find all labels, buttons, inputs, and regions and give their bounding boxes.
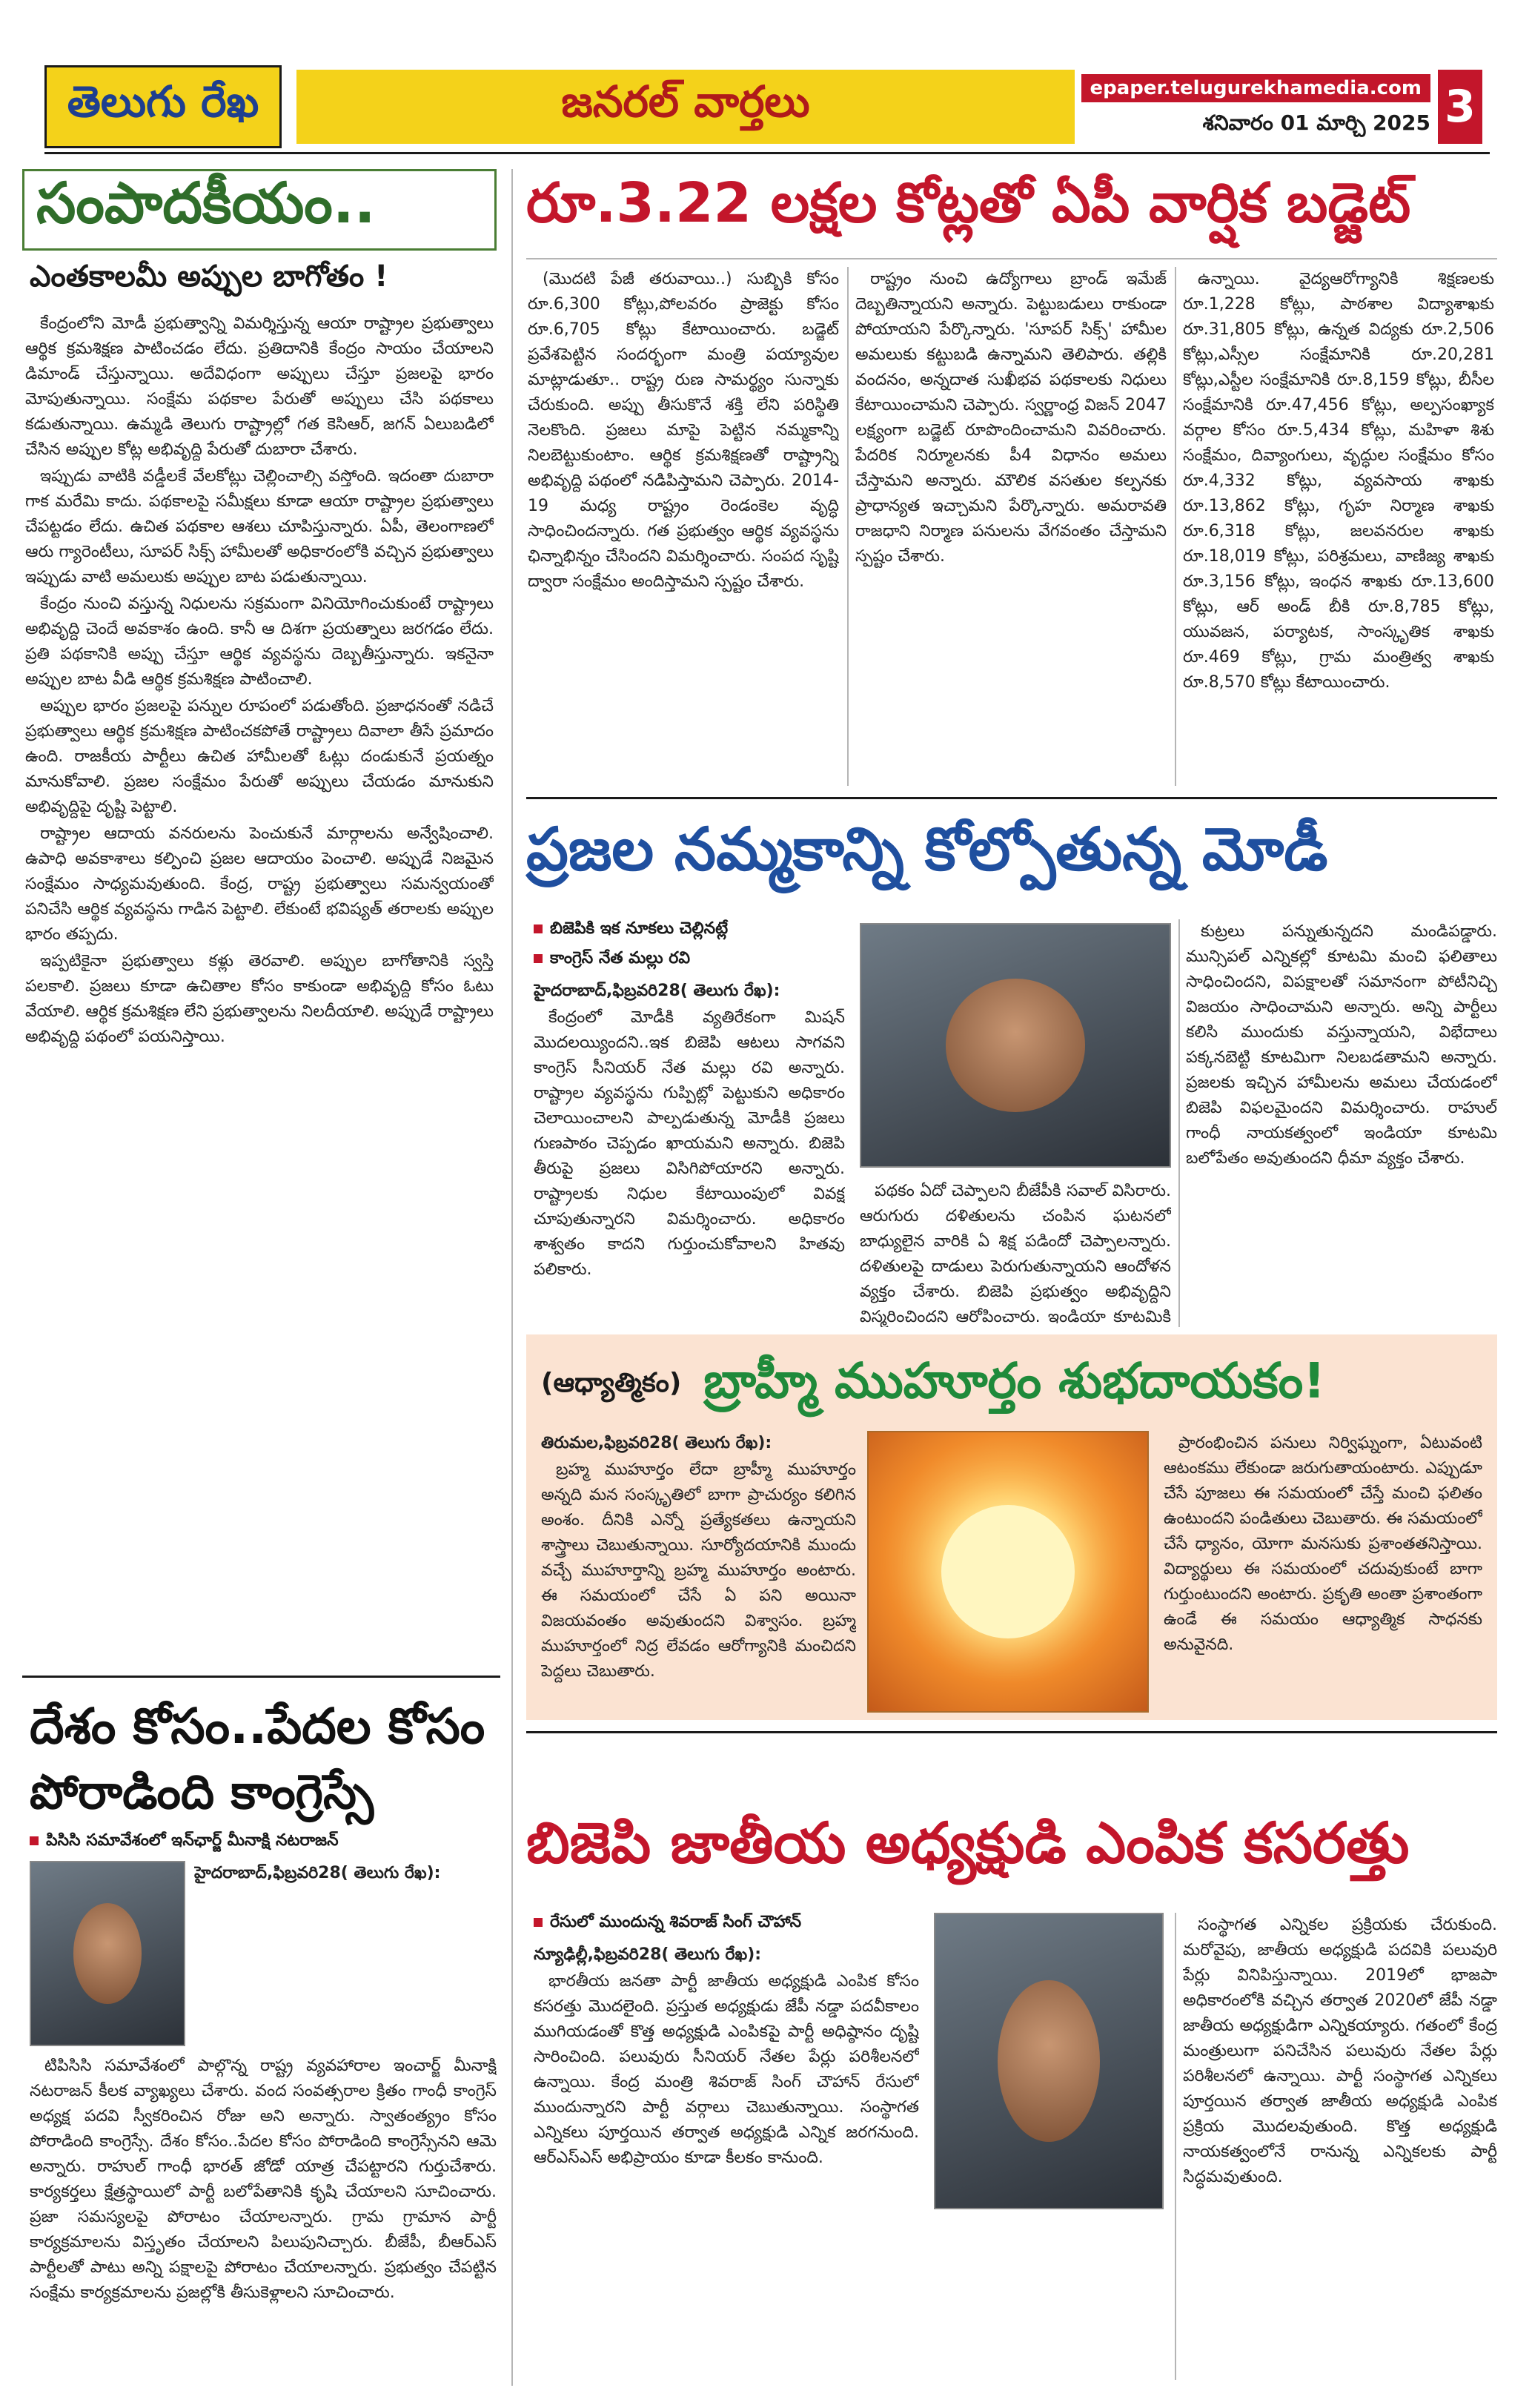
brahma-col2-text: ప్రారంభించిన పనులు నిర్విఘ్నంగా, ఏటువంటి ఆటంకము లేకుండా జరుగుతాయంటారు. ఎప్పుడూ చేసే పూజలు ఈ సమయంలో చేస్తే మంచి ఫలితం ఉంటుందని పండితులు చెబుతారు. ఈ సమయంలో చేసే ధ్యానం, యోగా మనసుకు ప్రశాంతతనిస్తాయి. విద్యార్థులు ఈ సమయంలో చదువుకుంటే బాగా గుర్తుంటుందని అంటారు. ప్రకృతి అంతా ప్రశాంతంగా ఉండే ఈ సమయం ఆధ్యాత్మిక సాధనకు అనువైనది. (1164, 1434, 1482, 1654)
person-portrait-icon (946, 979, 1084, 1111)
bullet-icon (30, 1836, 39, 1845)
modi-column-2 (1186, 919, 1497, 1327)
congress-headline-line2: పోరాడింది కాంగ్రెస్సే (30, 1765, 374, 1820)
bjp-column-1 (534, 1942, 919, 2380)
meditation-illustration (867, 1431, 1149, 1713)
masthead-info (1090, 70, 1430, 144)
bjp-col2-text: సంస్థాగత ఎన్నికల ప్రక్రియకు చేరుకుంది. మరోవైపు, జాతీయ అధ్యక్షుడి పదవికి పలువురి పేర్లు వినిపిస్తున్నాయి. 2019లో భాజపా అధికారంలోకి వచ్చిన తర్వాత 2020లో జేపీ నడ్డా జాతీయ అధ్యక్షుడిగా ఎన్నికయ్యారు. గతంలో కేంద్ర మంత్రులుగా పనిచేసిన పలువురు నేతల పేర్లు పరిశీలనలో ఉన్నాయి. పార్టీ సంస్థాగత ఎన్నికలు పూర్తయిన తర్వాత జాతీయ అధ్యక్షుడి ఎంపిక ప్రక్రియ మొదలవుతుంది. కొత్త అధ్యక్షుడి నాయకత్వంలోనే రానున్న ఎన్నికలకు పార్టీ సిద్ధమవుతుంది. (1183, 1916, 1497, 2186)
bjp-byline-text: రేసులో ముందున్న శివరాజ్ సింగ్ చౌహాన్ (550, 1913, 802, 1931)
modi-byline-1-text: బిజెపికి ఇక నూకలు చెల్లినట్లే (550, 919, 729, 938)
congress-headline-line1: దేశం కోసం..పేదల కోసం (30, 1698, 485, 1755)
story-separator (526, 1731, 1497, 1733)
brahma-col1-text: బ్రహ్మ ముహూర్తం లేదా బ్రాహ్మీ ముహూర్తం అన్నది మన సంస్కృతిలో బాగా ప్రాచుర్యం కలిగిన అంశం. దీనికి ఎన్నో ప్రత్యేకతలు ఉన్నాయని శాస్త్రాలు చెబుతున్నాయి. సూర్యోదయానికి ముందు వచ్చే ముహూర్తాన్ని బ్రహ్మ ముహూర్తం అంటారు. ఈ సమయంలో చేసే ఏ పని అయినా విజయవంతం అవుతుందని విశ్వాసం. బ్రహ్మ ముహూర్తంలో నిద్ర లేవడం ఆరోగ్యానికి మంచిదని పెద్దలు చెబుతారు. (541, 1461, 856, 1681)
bjp-byline (534, 1913, 919, 1935)
bjp-dateline: న్యూఢిల్లీ,ఫిబ్రవరి28( తెలుగు రేఖ): (534, 1945, 762, 1964)
person-portrait-icon (73, 1903, 142, 2003)
editorial-section-label: సంపాదకీయం.. (22, 169, 497, 251)
budget-headline: రూ.3.22 లక్షల కోట్లతో ఏపీ వార్షిక బడ్జెట్ (526, 171, 1411, 235)
person-portrait-icon (998, 1980, 1100, 2142)
congress-body (30, 2054, 497, 2380)
modi-column-3 (860, 1179, 1171, 1327)
bullet-icon (534, 1918, 543, 1927)
congress-byline (30, 1831, 497, 1853)
editorial-headline: ఎంతకాలమీ అప్పుల బాగోతం ! (30, 259, 388, 294)
editorial-paragraph: కేంద్రం నుంచి వస్తున్న నిధులను సక్రమంగా వినియోగించుకుంటే రాష్ట్రాలు అభివృద్ది చెందే అవకాశం ఉంది. కానీ ఆ దిశగా ప్రయత్నాలు జరగడం లేదు. ప్రతి పథకానికి అప్పు చేస్తూ ఆర్థిక వ్యవస్థను దెబ్బతీస్తున్నారు. ఇకనైనా అప్పుల బాట వీడి ఆర్థిక క్రమశిక్షణ పాటించాలి. (25, 595, 494, 689)
congress-intro (194, 1861, 497, 2046)
column-divider (1178, 919, 1180, 1327)
budget-column-3 (1183, 267, 1494, 786)
brahma-tag: (ఆధ్యాత్మికం) (541, 1368, 682, 1398)
modi-column-1 (534, 979, 845, 1327)
bjp-col1-text: భారతీయ జనతా పార్టీ జాతీయ అధ్యక్షుడి ఎంపిక కోసం కసరత్తు మొదలైంది. ప్రస్తుత అధ్యక్షుడు జేపీ నడ్డా పదవీకాలం ముగియడంతో కొత్త అధ్యక్షుడి ఎంపికపై పార్టీ అధిష్ఠానం దృష్టి సారించింది. పలువురు సీనియర్ నేతల పేర్లు పరిశీలనలో ఉన్నాయి. కేంద్ర మంత్రి శివరాజ్ సింగ్ చౌహాన్ రేసులో ముందున్నారని పార్టీ వర్గాలు చెబుతున్నాయి. సంస్థాగత ఎన్నికలు పూర్తయిన తర్వాత అధ్యక్షుడి ఎన్నిక జరగనుంది. ఆర్ఎస్ఎస్ అభిప్రాయం కూడా కీలకం కానుంది. (534, 1972, 919, 2167)
page-number: 3 (1438, 70, 1482, 144)
modi-dateline: హైదరాబాద్,ఫిబ్రవరి28( తెలుగు రేఖ): (534, 982, 780, 1000)
modi-col3-text: పథకం ఏదో చెప్పాలని బీజేపీకి సవాల్ విసిరారు. ఆరుగురు దళితులను చంపిన ఘటనలో బాధ్యులైన వారికి ఏ శిక్ష పడిందో చెప్పాలన్నారు. దళితులపై దాడులు పెరుగుతున్నాయని ఆందోళన వ్యక్తం చేశారు. బిజెపి ప్రభుత్వం అభివృద్దిని విస్మరించిందని ఆరోపించారు. ఇండియా కూటమికి (860, 1182, 1171, 1326)
editorial-paragraph: అప్పుల భారం ప్రజలపై పన్నుల రూపంలో పడుతోంది. ప్రజాధనంతో నడిచే ప్రభుత్వాలు ఆర్థిక క్రమశిక్షణ పాటించకపోతే రాష్ట్రాలు దివాలా తీసే ప్రమాదం ఉంది. రాజకీయ పార్టీలు ఉచిత హామీలతో ఓట్లు దండుకునే ప్రయత్నం మానుకోవాలి. ప్రజల సంక్షేమం పేరుతో అప్పులు చేయడం మానుకుని అభివృద్దిపై దృష్టి పెట్టాలి. (25, 697, 494, 816)
brahma-column-2 (1164, 1431, 1482, 1713)
congress-dateline: హైదరాబాద్,ఫిబ్రవరి28( తెలుగు రేఖ): (194, 1864, 441, 1882)
sun-icon (941, 1505, 1075, 1638)
brahma-column-1 (541, 1431, 856, 1713)
brahma-feature (526, 1334, 1497, 1720)
editorial-paragraph: రాష్ట్రాల ఆదాయ వనరులను పెంచుకునే మార్గాలను అన్వేషించాలి. ఉపాధి అవకాశాలు కల్పించి ప్రజల ఆదాయం పెంచాలి. అప్పుడే నిజమైన సంక్షేమం సాధ్యమవుతుంది. కేంద్ర, రాష్ట్ర ప్రభుత్వాలు సమన్వయంతో పనిచేసి ఆర్థిక వ్యవస్థను గాడిన పెట్టాలి. లేకుంటే భవిష్యత్ తరాలకు అప్పుల భారం తప్పదు. (25, 824, 494, 944)
modi-col1-text: కేంద్రంలో మోడీకి వ్యతిరేకంగా మిషన్ మొదలయ్యిందని..ఇక బిజెపి ఆటలు సాగవని కాంగ్రెస్ సీనియర్ నేత మల్లు రవి అన్నారు. రాష్ట్రాల వ్యవస్థను గుప్పిట్లో పెట్టుకుని అధికారం చెలాయించాలని పాల్పడుతున్న మోడీకి ప్రజలు గుణపాఠం చెప్పడం ఖాయమని అన్నారు. బిజెపి తీరుపై ప్రజలు విసిగిపోయారని అన్నారు. రాష్ట్రాలకు నిధుల కేటాయింపులో వివక్ష చూపుతున్నారని విమర్శించారు. అధికారం శాశ్వతం కాదని గుర్తుంచుకోవాలని హితవు పలికారు. (534, 1008, 845, 1279)
issue-date: శనివారం 01 మార్చి 2025 (1202, 110, 1430, 135)
congress-byline-text: పిసిసి సమావేశంలో ఇన్‌ఛార్జ్ మీనాక్షి నటరాజన్ (46, 1831, 339, 1850)
editorial-body (25, 311, 494, 1661)
brahma-headline: బ్రాహ్మీ ముహూర్తం శుభదాయకం! (703, 1352, 1326, 1409)
budget-column-1 (528, 267, 839, 786)
newspaper-logo[interactable]: తెలుగు రేఖ (44, 65, 282, 148)
congress-body-text: టిపిసిసి సమావేశంలో పాల్గొన్న రాష్ట్ర వ్యవహారాల ఇంచార్జ్ మీనాక్షి నటరాజన్ కీలక వ్యాఖ్యలు చేశారు. వంద సంవత్సరాల క్రితం గాంధీ కాంగ్రెస్ అధ్యక్ష పదవి స్వీకరించిన రోజు అని అన్నారు. స్వాతంత్య్రం కోసం పోరాడింది కాంగ్రెస్సే. దేశం కోసం..పేదల కోసం పోరాడింది కాంగ్రెస్సేనని ఆమె అన్నారు. రాహుల్ గాంధీ భారత్ జోడో యాత్ర చేపట్టారని గుర్తుచేశారు. కార్యకర్తలు క్షేత్రస్థాయిలో పార్టీ బలోపేతానికి కృషి చేయాలని సూచించారు. ప్రజా సమస్యలపై పోరాటం చేయాలన్నారు. గ్రామ గ్రామాన పార్టీ కార్యక్రమాలను విస్తృతం చేయాలని పిలుపునిచ్చారు. బీజేపీ, బీఆర్ఎస్ పార్టీలతో పాటు అన్ని పక్షాలపై పోరాటం చేయాలన్నారు. ప్రభుత్వం చేపట్టిన సంక్షేమ కార్యక్రమాలను ప్రజల్లోకి తీసుకెళ్లాలని సూచించారు. (30, 2057, 497, 2302)
bullet-icon (534, 924, 543, 933)
column-divider (1175, 267, 1176, 786)
modi-headline: ప్రజల నమ్మకాన్ని కోల్పోతున్న మోడీ (526, 814, 1328, 884)
modi-byline-1 (534, 919, 845, 942)
bjp-column-2 (1183, 1913, 1497, 2380)
modi-col2-text: కుట్రలు పన్నుతున్నదని మండిపడ్డారు. మున్సిపల్ ఎన్నికల్లో కూటమి మంచి ఫలితాలు సాధించిందని, విపక్షాలతో సమానంగా పోటీనిచ్చి విజయం సాధించామని అన్నారు. అన్ని పార్టీలు కలిసి ముందుకు వస్తున్నాయని, విభేదాలు పక్కనబెట్టి కూటమిగా నిలబడతామని అన్నారు. ప్రజలకు ఇచ్చిన హామీలను అమలు చేయడంలో బిజెపి విఫలమైందని విమర్శించారు. రాహుల్ గాంధీ నాయకత్వంలో ఇండియా కూటమి బలోపేతం అవుతుందని ధీమా వ్యక్తం చేశారు. (1186, 922, 1497, 1168)
brahma-title-row (541, 1352, 1490, 1416)
story-separator (526, 258, 1497, 259)
section-title: జనరల్ వార్తలు (296, 70, 1075, 144)
editorial-paragraph: ఇప్పుడు వాటికి వడ్డీలకే వేలకోట్లు చెల్లించాల్సి వస్తోంది. ఇదంతా దుబారా గాక మరేమి కాదు. పథకాలపై సమీక్షలు కూడా ఆయా రాష్ట్రాల ప్రభుత్వాలు చేపట్టడం లేదు. ఉచిత పథకాల ఆశలు చూపిస్తున్నారు. ఏపీ, తెలంగాణలో ఆరు గ్యారెంటీలు, సూపర్ సిక్స్ హామీలతో అధికారంలోకి వచ్చిన ప్రభుత్వాలు ఇప్పుడు వాటి అమలుకు అప్పుల బాట పడుతున్నాయి. (25, 467, 494, 586)
column-divider (847, 267, 849, 786)
mallu-ravi-photo (860, 923, 1171, 1168)
story-separator (22, 1676, 500, 1678)
budget-col2-text: రాష్ట్రం నుంచి ఉద్యోగాలు బ్రాండ్ ఇమేజ్ దెబ్బతిన్నాయని అన్నారు. పెట్టుబడులు రాకుండా పోయాయని పేర్కొన్నారు. 'సూపర్ సిక్స్' హామీల అమలుకు కట్టుబడి ఉన్నామని తెలిపారు. తల్లికి వందనం, అన్నదాత సుఖీభవ పథకాలకు నిధులు కేటాయించామని చెప్పారు. స్వర్ణాంధ్ర విజన్ 2047 లక్ష్యంగా బడ్జెట్ రూపొందించామని వివరించారు. పేదరిక నిర్మూలనకు పీ4 విధానం అమలు చేస్తామని అన్నారు. మౌలిక వసతుల కల్పనకు ప్రాధాన్యత ఇచ్చామని పేర్కొన్నారు. అమరావతి రాజధాని నిర్మాణ పనులను వేగవంతం చేస్తామని స్పష్టం చేశారు. (855, 270, 1167, 566)
story-separator (526, 797, 1497, 799)
budget-col3-text: ఉన్నాయి. వైద్యఆరోగ్యానికి శిక్షణలకు రూ.1,228 కోట్లు, పాఠశాల విద్యాశాఖకు రూ.31,805 కోట్లు, ఉన్నత విద్యకు రూ.2,506 కోట్లు,ఎస్సీల సంక్షేమానికి రూ.20,281 కోట్లు,ఎస్టీల సంక్షేమానికి రూ.8,159 కోట్లు, బీసీల సంక్షేమానికి రూ.47,456 కోట్లు, అల్పసంఖ్యాక వర్గాల కోసం రూ.5,434 కోట్లు, మహిళా శిశు సంక్షేమం, దివ్యాంగులు, వృద్ధుల సంక్షేమం కోసం రూ.4,332 కోట్లు, వ్యవసాయ శాఖకు రూ.13,862 కోట్లు, గృహ నిర్మాణ శాఖకు రూ.6,318 కోట్లు, జలవనరుల శాఖకు రూ.18,019 కోట్లు, పరిశ్రమలు, వాణిజ్య శాఖకు రూ.3,156 కోట్లు, ఇంధన శాఖకు రూ.13,600 కోట్లు, ఆర్ అండ్ బీకి రూ.8,785 కోట్లు, యువజన, పర్యాటక, సాంస్కృతిక శాఖకు రూ.469 కోట్లు, గ్రామ మంత్రిత్వ శాఖకు రూ.8,570 కోట్లు కేటాయించారు. (1183, 270, 1494, 692)
budget-column-2 (855, 267, 1167, 786)
column-divider (511, 169, 513, 2386)
editorial-paragraph: ఇప్పటికైనా ప్రభుత్వాలు కళ్లు తెరవాలి. అప్పుల బాగోతానికి స్వస్తి పలకాలి. ప్రజలు కూడా ఉచితాల కోసం కాకుండా అభివృద్ది కోసం ఓటు వేయాలి. ఆర్థిక క్రమశిక్షణ లేని ప్రభుత్వాలను నిలదీయాలి. అప్పుడే రాష్ట్రాలు అభివృద్ది పథంలో పయనిస్తాయి. (25, 952, 494, 1046)
site-url[interactable]: epaper.telugurekhamedia.com (1081, 74, 1430, 102)
column-divider (1175, 1913, 1176, 2380)
budget-col1-text: (మొదటి పేజీ తరువాయి..) సుబ్బికి కోసం రూ.6,300 కోట్లు,పోలవరం ప్రాజెక్టు కోసం రూ.6,705 కోట్లు కేటాయించారు. బడ్జెట్ ప్రవేశపెట్టిన సందర్భంగా మంత్రి పయ్యావుల మాట్లాడుతూ.. రాష్ట్ర రుణ సామర్థ్యం సున్నాకు చేరుకుంది. అప్పు తీసుకొనే శక్తి లేని పరిస్థితి నెలకొంది. ప్రజలు మాపై పెట్టిన నమ్మకాన్ని నిలబెట్టుకుంటాం. ఆర్థిక క్రమశిక్షణతో రాష్ట్రాన్ని అభివృద్ది పథంలో నడిపిస్తామని చెప్పారు. 2014-19 మధ్య రాష్ట్రం రెండంకెల వృద్ధి సాధించిందన్నారు. గత ప్రభుత్వం ఆర్థిక వ్యవస్థను ఛిన్నాభిన్నం చేసిందని విమర్శించారు. సంపద సృష్టి ద్వారా సంక్షేమం అందిస్తామని స్పష్టం చేశారు. (528, 270, 839, 591)
masthead (44, 65, 1490, 154)
modi-byline-2-text: కాంగ్రెస్ నేత మల్లు రవి (550, 949, 690, 968)
congress-leader-photo (30, 1861, 185, 2046)
brahma-dateline: తిరుమల,ఫిబ్రవరి28( తెలుగు రేఖ): (541, 1434, 772, 1452)
shivraj-chouhan-photo (934, 1913, 1164, 2209)
bullet-icon (534, 954, 543, 963)
modi-byline-2 (534, 949, 845, 971)
editorial-paragraph: కేంద్రంలోని మోడీ ప్రభుత్వాన్ని విమర్శిస్తున్న ఆయా రాష్ట్రాల ప్రభుత్వాలు ఆర్థిక క్రమశిక్షణ పాటించడం లేదు. ప్రతిదానికి కేంద్రం సాయం చేయాలని డిమాండ్ చేస్తున్నాయి. అదేవిధంగా అప్పులు చేస్తూ ప్రజలపై భారం మోపుతున్నాయి. సంక్షేమ పథకాల పేరుతో అప్పులు చేసి పథకాలు కడుతున్నాయి. ఉమ్మడి తెలుగు రాష్ట్రాల్లో గత కెసిఆర్, జగన్ ఏలుబడిలో చేసిన అప్పుల కోట్ల అభివృద్ది పేరుతో దుబారా చేశారు. (25, 314, 494, 459)
bjp-headline: బిజెపి జాతీయ అధ్యక్షుడి ఎంపిక కసరత్తు (526, 1810, 1410, 1876)
